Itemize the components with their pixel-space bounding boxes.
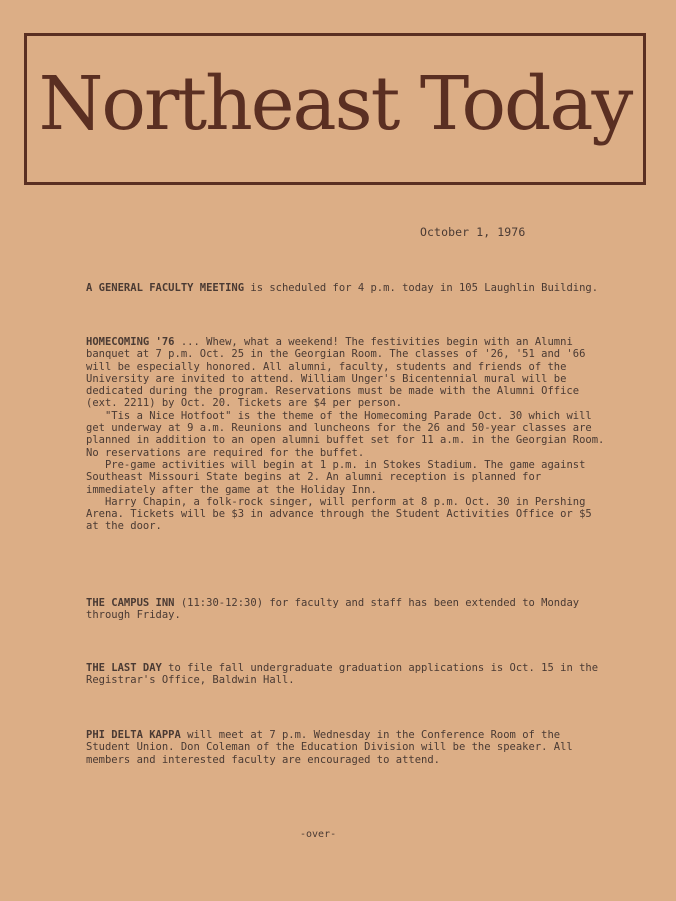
announcement-homecoming [86,336,606,533]
announcement-faculty-meeting [86,282,606,294]
announcement-text: is scheduled for 4 p.m. today in 105 Laughlin Building. [244,282,599,294]
announcement-text: (11:30-12:30) for faculty and staff has been extended to Monday through Friday. [86,597,586,622]
announcement-lead: HOMECOMING '76 [86,336,175,348]
announcement-lead: A GENERAL FACULTY MEETING [86,282,245,294]
announcement-lead: PHI DELTA KAPPA [86,729,181,741]
masthead-frame [24,33,646,185]
continued-mark: -over- [300,829,337,840]
announcement-campus-inn [86,597,606,622]
publication-date: October 1, 1976 [420,225,526,239]
announcement-graduation-applications [86,662,606,687]
masthead-title: Northeast Today [38,61,632,147]
announcement-text: ... Whew, what a weekend! The festivities begin with an Alumni banquet at 7 p.m. Oct. 25 in the Georgian Room. The classes of '26, '51 and '66 will be especially honored. All alumni, faculty, students and friends of the University are invited to attend. William Unger's Bicentennial mural will be dedicated during the program. Reservations must be made with the Alumni Office (ext. 2211) by Oct. 20. Tickets are $4 per person. "Tis a Nice Hotfoot" is the theme of the Homecoming Parade Oct. 30 which will get underway at 9 a.m. Reunions and luncheons for the 26 and 50-year classes are planned in addition to an open alumni buffet set for 11 a.m. in the Georgian Room. No reservations are required for the buffet. Pre-game activities will begin at 1 p.m. in Stokes Stadium. The game against Southeast Missouri State begins at 2. An alumni reception is planned for immediately after the game at the Holiday Inn. Harry Chapin, a folk-rock singer, will perform at 8 p.m. Oct. 30 in Pershing Arena. Tickets will be $3 in advance through the Student Activities Office or $5 at the door. [86,336,605,533]
announcement-text: will meet at 7 p.m. Wednesday in the Conference Room of the Student Union. Don Coleman of the Education Division will be the speaker. All members and interested faculty are encouraged to attend. [86,729,580,766]
announcement-phi-delta-kappa [86,729,606,766]
announcement-text: to file fall undergraduate graduation applications is Oct. 15 in the Registrar's Office, Baldwin Hall. [86,662,605,687]
announcement-lead: THE CAMPUS INN [86,597,175,609]
announcement-lead: THE LAST DAY [86,662,162,674]
